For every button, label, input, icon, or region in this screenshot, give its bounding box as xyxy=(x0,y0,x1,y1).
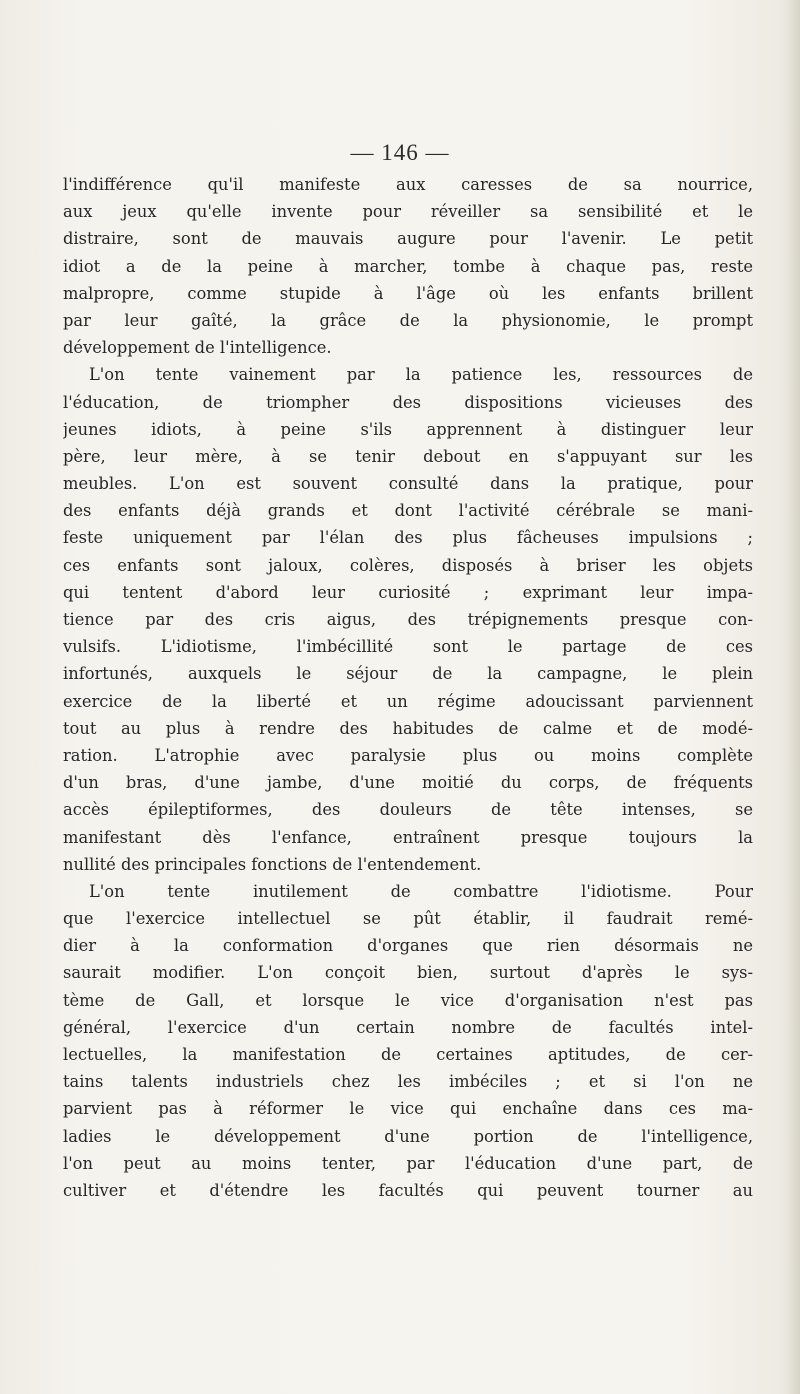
text-line: tout au plus à rendre des habitudes de calme et de modé- xyxy=(63,718,753,738)
text-line: tains talents industriels chez les imbéciles ; et si l'on ne xyxy=(63,1072,753,1092)
text-line: l'éducation, de triompher des dispositions vicieuses des xyxy=(63,392,753,412)
text-line: feste uniquement par l'élan des plus fâcheuses impulsions ; xyxy=(63,528,753,548)
text-line: meubles. L'on est souvent consulté dans la pratique, pour xyxy=(63,474,753,494)
text-line: d'un bras, d'une jambe, d'une moitié du corps, de fréquents xyxy=(63,773,753,793)
text-line: par leur gaîté, la grâce de la physionomie, le prompt xyxy=(63,310,753,330)
text-line: jeunes idiots, à peine s'ils apprennent à distinguer leur xyxy=(63,419,753,439)
text-line: malpropre, comme stupide à l'âge où les enfants brillent xyxy=(63,283,753,303)
text-line: aux jeux qu'elle invente pour réveiller sa sensibilité et le xyxy=(63,202,753,222)
text-line: accès épileptiformes, des douleurs de tête intenses, se xyxy=(63,800,753,820)
text-line: manifestant dès l'enfance, entraînent presque toujours la xyxy=(63,827,753,847)
text-line: développement de l'intelligence. xyxy=(63,338,332,358)
text-line: nullité des principales fonctions de l'entendement. xyxy=(63,854,482,874)
text-line: cultiver et d'étendre les facultés qui peuvent tourner au xyxy=(63,1180,753,1200)
body-text xyxy=(63,171,753,1204)
text-line: exercice de la liberté et un régime adoucissant parviennent xyxy=(63,691,753,711)
text-line: des enfants déjà grands et dont l'activité cérébrale se mani- xyxy=(63,501,753,521)
text-line: saurait modifier. L'on conçoit bien, surtout d'après le sys- xyxy=(63,963,753,983)
text-line: tience par des cris aigus, des trépignements presque con- xyxy=(63,610,753,629)
text-line: dier à la conformation d'organes que rien désormais ne xyxy=(63,936,753,956)
text-line: général, l'exercice d'un certain nombre de facultés intel- xyxy=(63,1017,753,1037)
text-line: parvient pas à réformer le vice qui enchaîne dans ces ma- xyxy=(63,1099,753,1119)
paragraph-start-line: L'on tente vainement par la patience les, ressources de xyxy=(89,365,753,385)
page-edge-shadow xyxy=(786,0,800,1394)
text-line: père, leur mère, à se tenir debout en s'appuyant sur les xyxy=(63,446,753,466)
text-line: ration. L'atrophie avec paralysie plus ou moins complète xyxy=(63,745,753,765)
text-line: que l'exercice intellectuel se pût établir, il faudrait remé- xyxy=(63,909,753,929)
text-line: ladies le développement d'une portion de l'intelligence, xyxy=(63,1126,753,1146)
text-line: tème de Gall, et lorsque le vice d'organisation n'est pas xyxy=(63,990,753,1010)
text-line: ces enfants sont jaloux, colères, disposés à briser les objets xyxy=(63,555,753,575)
text-line: qui tentent d'abord leur curiosité ; exprimant leur impa- xyxy=(63,582,753,602)
text-line: infortunés, auxquels le séjour de la campagne, le plein xyxy=(63,664,753,684)
page-number: — 146 — xyxy=(350,140,450,165)
text-line: vulsifs. L'idiotisme, l'imbécillité sont le partage de ces xyxy=(63,637,753,657)
text-line: lectuelles, la manifestation de certaines aptitudes, de cer- xyxy=(63,1045,753,1064)
text-line: distraire, sont de mauvais augure pour l'avenir. Le petit xyxy=(63,229,753,249)
text-line: idiot a de la peine à marcher, tombe à chaque pas, reste xyxy=(63,256,753,276)
text-line: l'on peut au moins tenter, par l'éducation d'une part, de xyxy=(63,1153,753,1173)
paragraph-start-line: L'on tente inutilement de combattre l'idiotisme. Pour xyxy=(89,881,753,901)
text-line: l'indifférence qu'il manifeste aux caresses de sa nourrice, xyxy=(63,175,753,194)
